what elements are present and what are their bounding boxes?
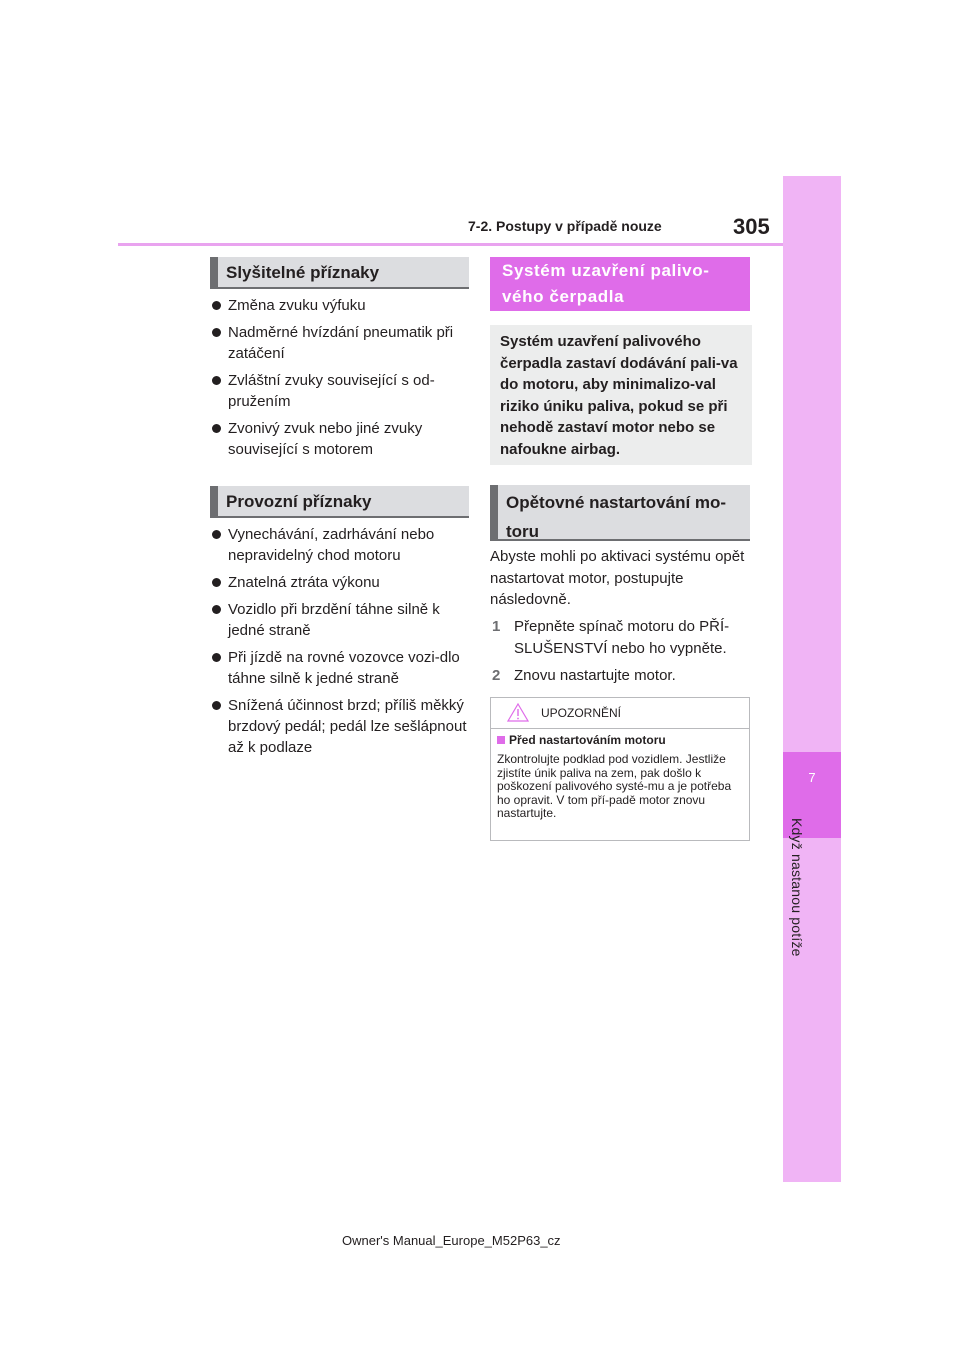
list-item-text: Změna zvuku výfuku <box>228 297 366 314</box>
list-item <box>210 599 470 641</box>
caution-text: Zkontrolujte podklad pod vozidlem. Jestliže zjistíte únik paliva na zem, pak došlo k poškození palivového systé-mu a je potřeba ho opravit. V tom pří-padě motor znovu nastartujte. <box>497 752 732 821</box>
restart-intro-text: Abyste mohli po aktivaci systému opět nastartovat motor, postupujte následovně. <box>490 548 745 608</box>
restart-step <box>490 616 755 659</box>
heading-audible-symptoms: Slyšitelné příznaky <box>210 257 469 289</box>
bullet-dot-icon <box>212 328 221 337</box>
list-item-text: Vynechávání, zadrhávání nebo nepravidelný chod motoru <box>228 526 435 564</box>
caution-header <box>491 698 749 729</box>
page-number: 305 <box>733 214 770 239</box>
list-item <box>210 418 470 460</box>
list-item-text: Vozidlo při brzdění táhne silně k jedné straně <box>228 601 440 639</box>
caution-title: UPOZORNĚNÍ <box>541 706 622 720</box>
list-item-text: Snížená účinnost brzd; příliš měkký brzdový pedál; pedál lze sešlápnout až k podlaze <box>228 697 467 756</box>
step-text: Přepněte spínač motoru do PŘÍ-SLUŠENSTVÍ nebo ho vypněte. <box>514 618 730 657</box>
bullet-dot-icon <box>212 701 221 710</box>
heading-operational-symptoms: Provozní příznaky <box>210 486 469 518</box>
list-item-text: Nadměrné hvízdání pneumatik při zatáčení <box>228 324 454 362</box>
bullet-dot-icon <box>212 301 221 310</box>
bullet-dot-icon <box>212 605 221 614</box>
step-text: Znovu nastartujte motor. <box>514 667 676 684</box>
section-header: 7-2. Postupy v případě nouze <box>468 218 662 234</box>
header-divider <box>118 243 785 246</box>
footer-text: Owner's Manual_Europe_M52P63_cz <box>342 1233 561 1248</box>
chapter-number: 7 <box>808 770 816 785</box>
bullet-dot-icon <box>212 653 221 662</box>
operational-symptoms-list <box>210 524 470 764</box>
list-item <box>210 322 470 364</box>
caution-subheading <box>497 733 666 747</box>
list-item-text: Zvláštní zvuky související s od-pružením <box>228 372 435 410</box>
chapter-side-tab <box>783 176 841 1182</box>
step-number: 1 <box>492 618 501 635</box>
bullet-dot-icon <box>212 424 221 433</box>
list-item-text: Při jízdě na rovné vozovce vozi-dlo táhne silně k jedné straně <box>228 649 460 687</box>
bullet-dot-icon <box>212 578 221 587</box>
fuel-pump-description: Systém uzavření palivového čerpadla zastaví dodávání pali-va do motoru, aby minimalizo-val riziko úniku paliva, pokud se při nehodě zastaví motor nebo se nafoukne airbag. <box>490 325 752 465</box>
list-item <box>210 295 470 316</box>
square-bullet-icon <box>497 736 505 744</box>
list-item <box>210 524 470 566</box>
list-item-text: Znatelná ztráta výkonu <box>228 574 380 591</box>
step-number: 2 <box>492 667 501 684</box>
list-item-text: Zvonivý zvuk nebo jiné zvuky související s motorem <box>228 420 423 458</box>
warning-triangle-icon <box>507 703 529 722</box>
bullet-dot-icon <box>212 530 221 539</box>
bullet-dot-icon <box>212 376 221 385</box>
chapter-title: Když nastanou potíže <box>789 818 805 957</box>
list-item <box>210 647 470 689</box>
heading-restart-engine: Opětovné nastartování mo-toru <box>490 485 750 541</box>
list-item <box>210 695 470 758</box>
heading-fuel-pump-shutoff: Systém uzavření palivo-vého čerpadla <box>490 257 750 311</box>
restart-step <box>490 665 755 687</box>
list-item <box>210 572 470 593</box>
caution-subheading-text: Před nastartováním motoru <box>509 733 666 747</box>
caution-box <box>490 697 750 841</box>
list-item <box>210 370 470 412</box>
audible-symptoms-list <box>210 295 470 466</box>
